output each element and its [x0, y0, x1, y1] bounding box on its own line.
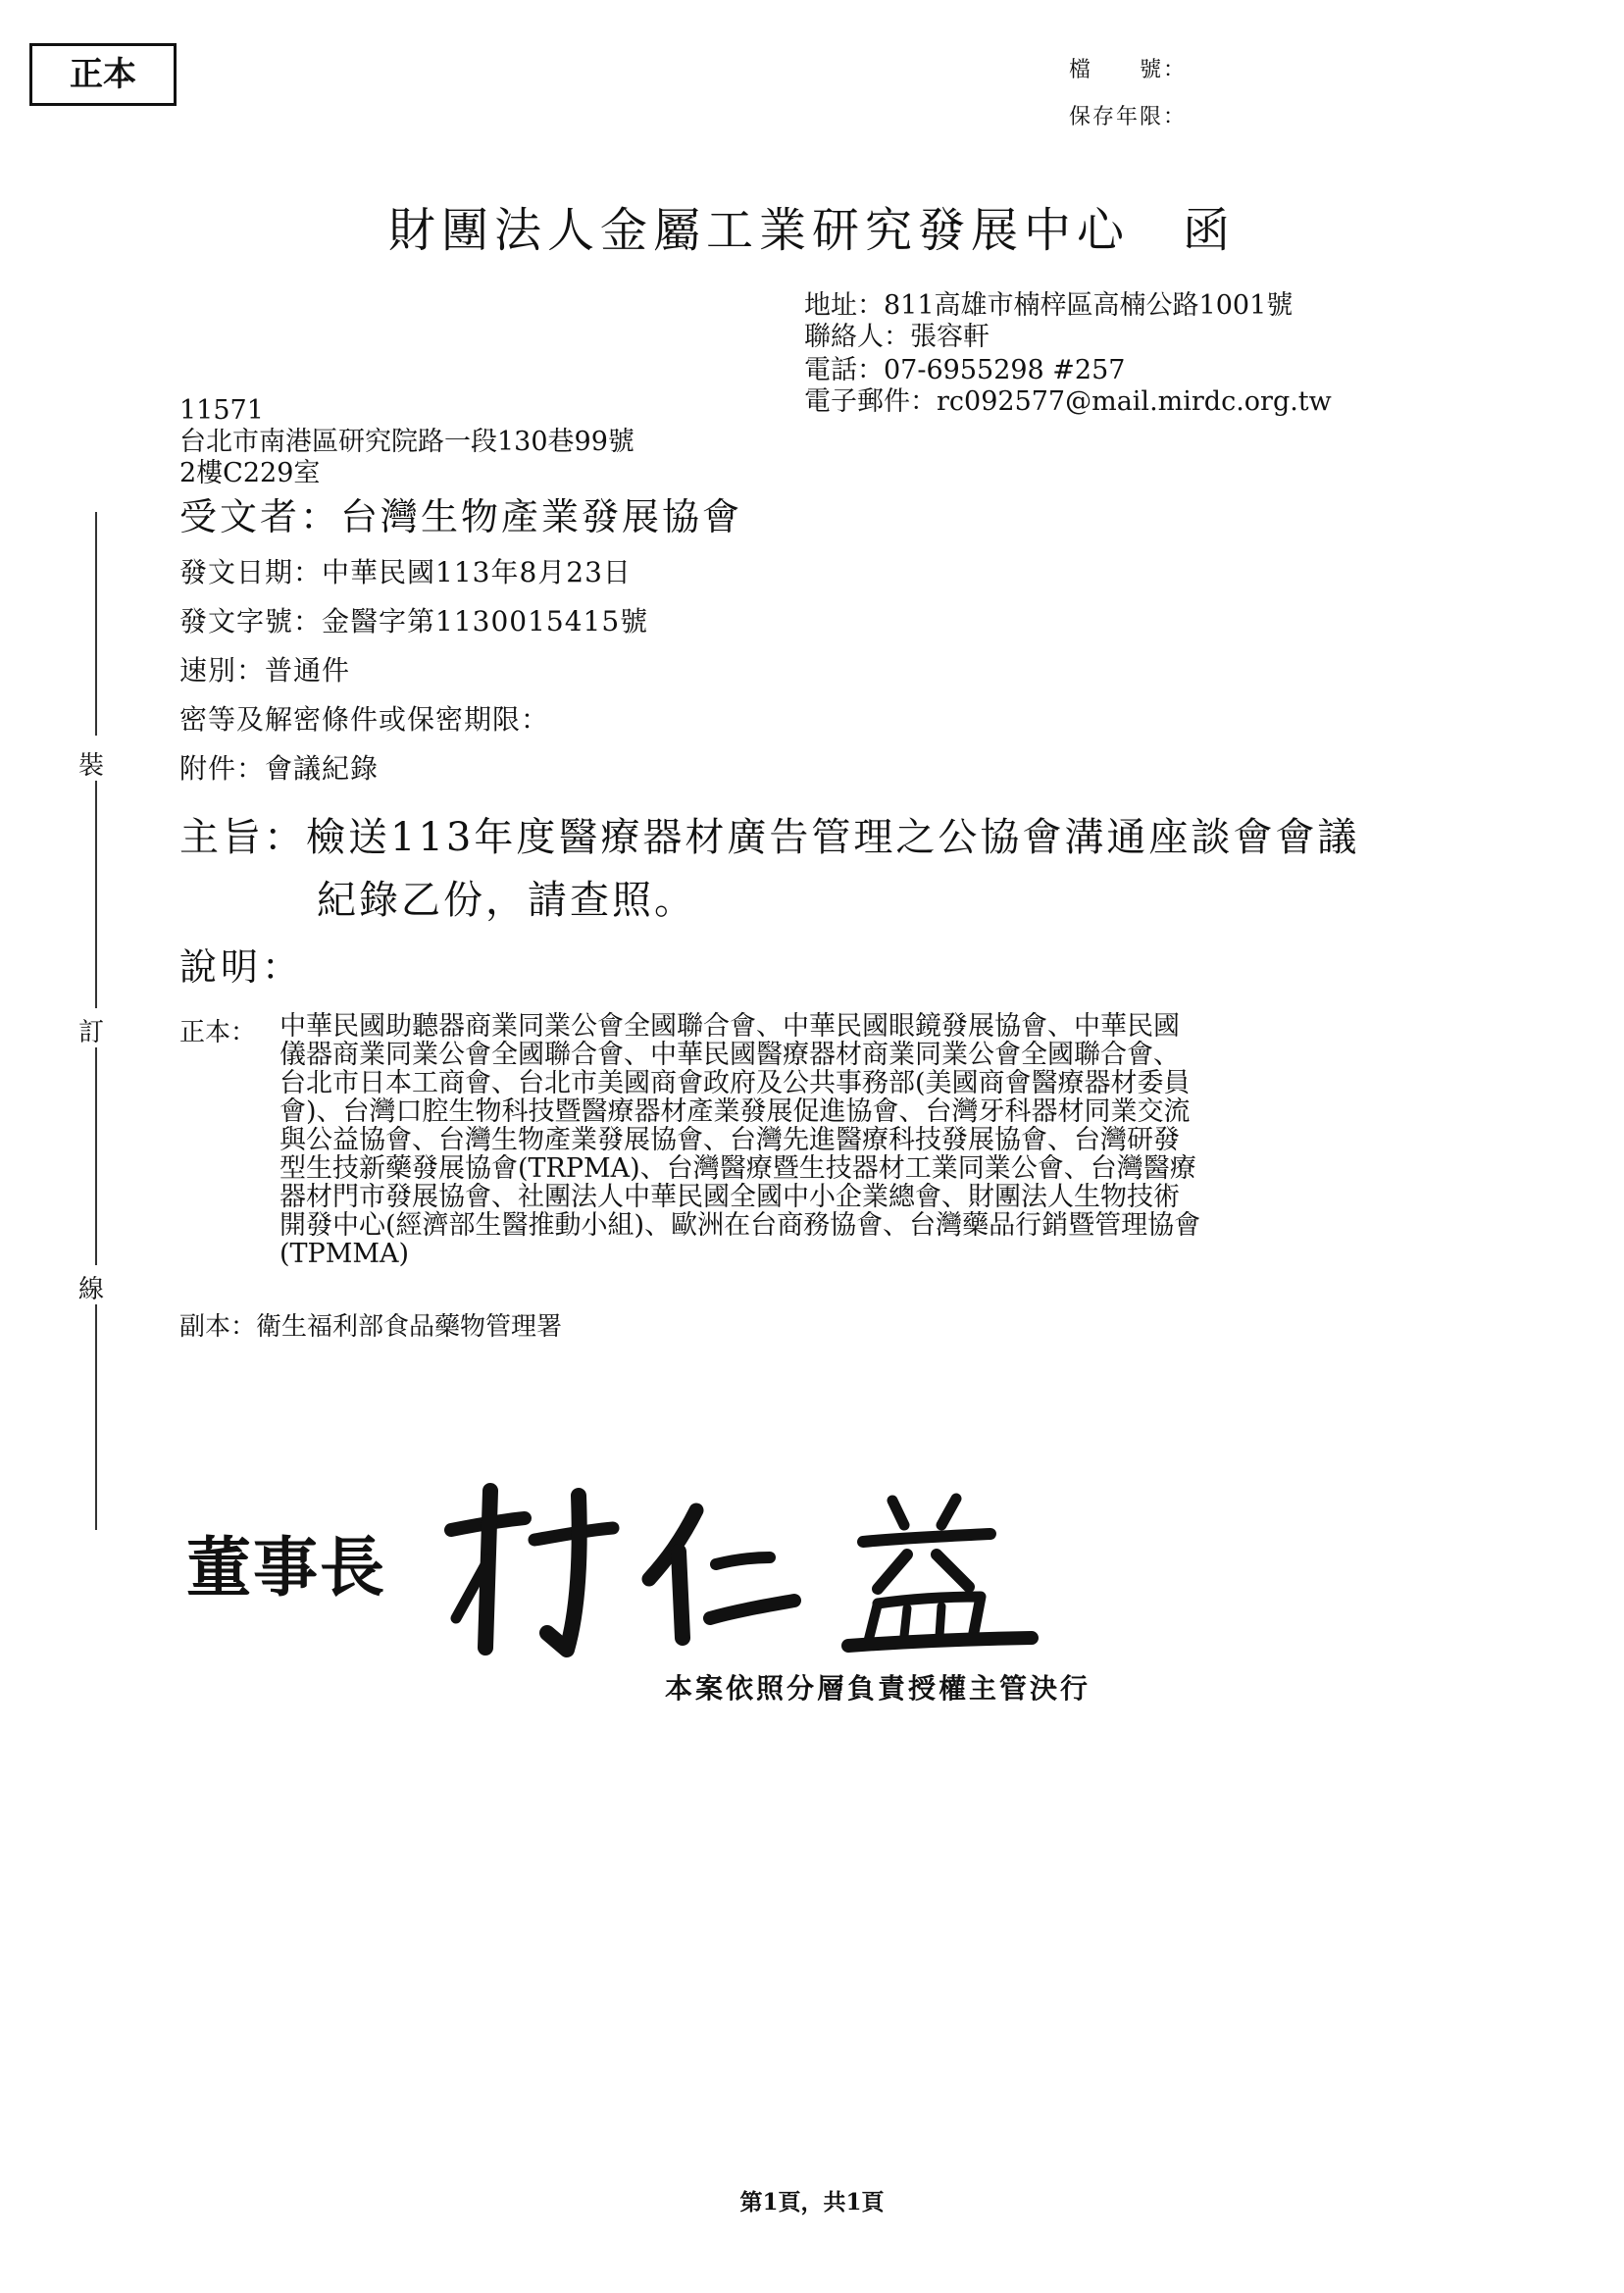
binding-line-segment [95, 1047, 97, 1265]
confidentiality-terms: 密等及解密條件或保密期限： [179, 703, 550, 736]
document-number: 發文字號：金醫字第1130015415號 [179, 605, 649, 637]
subject-line-2: 紀錄乙份，請查照。 [317, 878, 696, 923]
binding-line-segment [95, 1304, 97, 1530]
binding-line-segment [95, 781, 97, 1008]
file-number-label: 檔 號： [1069, 58, 1188, 82]
page-number: 第1頁，共1頁 [739, 2189, 885, 2216]
binding-line-segment [95, 512, 97, 736]
issue-date: 發文日期：中華民國113年8月23日 [179, 556, 632, 588]
binding-mark-xian: 線 [78, 1275, 105, 1304]
binding-mark-zhuang: 裝 [78, 751, 105, 781]
signer-title: 董事長 [186, 1530, 386, 1605]
original-recipient-line: 開發中心(經濟部生醫推動小組)、歐洲在台商務協會、台灣藥品行銷暨管理協會 [279, 1210, 1201, 1241]
original-copy-stamp: 正本 [29, 43, 177, 106]
handwritten-signature [431, 1471, 1040, 1667]
original-recipient-line: 器材門市發展協會、社團法人中華民國全國中小企業總會、財團法人生物技術 [279, 1182, 1180, 1212]
original-recipient-line: 會)、台灣口腔生物科技暨醫療器材產業發展促進協會、台灣牙科器材同業交流 [279, 1096, 1191, 1127]
description-label: 說明： [179, 945, 304, 989]
copy-recipients: 副本：衛生福利部食品藥物管理署 [179, 1312, 563, 1342]
priority-level: 速別：普通件 [179, 654, 351, 687]
original-recipient-line: (TPMMA) [279, 1239, 410, 1269]
original-recipients-label: 正本： [179, 1018, 257, 1047]
subject-line-1: 主旨：檢送113年度醫療器材廣告管理之公協會溝通座談會會議 [179, 815, 1360, 860]
original-recipient-line: 台北市日本工商會、台北市美國商會政府及公共事務部(美國商會醫療器材委員 [279, 1068, 1191, 1098]
recipient-name: 受文者：台灣生物產業發展協會 [179, 495, 743, 538]
original-recipient-line: 型生技新藥發展協會(TRPMA)、台灣醫療暨生技器材工業同業公會、台灣醫療 [279, 1153, 1196, 1184]
sender-contact: 聯絡人：張容軒 [804, 322, 990, 352]
original-recipient-line: 與公益協會、台灣生物產業發展協會、台灣先進醫療科技發展協會、台灣研發 [279, 1125, 1180, 1155]
recipient-postal-code: 11571 [179, 395, 264, 426]
original-recipient-line: 中華民國助聽器商業同業公會全國聯合會、中華民國眼鏡發展協會、中華民國 [279, 1011, 1180, 1042]
retention-period-label: 保存年限： [1069, 105, 1188, 129]
sender-email: 電子郵件：rc092577@mail.mirdc.org.tw [804, 386, 1332, 417]
sender-phone: 電話：07-6955298 #257 [804, 355, 1126, 385]
binding-mark-ding: 訂 [78, 1018, 105, 1047]
delegation-note: 本案依照分層負責授權主管決行 [665, 1672, 1091, 1705]
document-title: 財團法人金屬工業研究發展中心 函 [387, 203, 1236, 258]
sender-address: 地址：811高雄市楠梓區高楠公路1001號 [804, 290, 1294, 321]
recipient-address-line1: 台北市南港區研究院路一段130巷99號 [179, 427, 634, 457]
original-recipient-line: 儀器商業同業公會全國聯合會、中華民國醫療器材商業同業公會全國聯合會、 [279, 1040, 1180, 1070]
attachment-info: 附件：會議紀錄 [179, 752, 380, 785]
recipient-address-line2: 2樓C229室 [179, 458, 321, 488]
